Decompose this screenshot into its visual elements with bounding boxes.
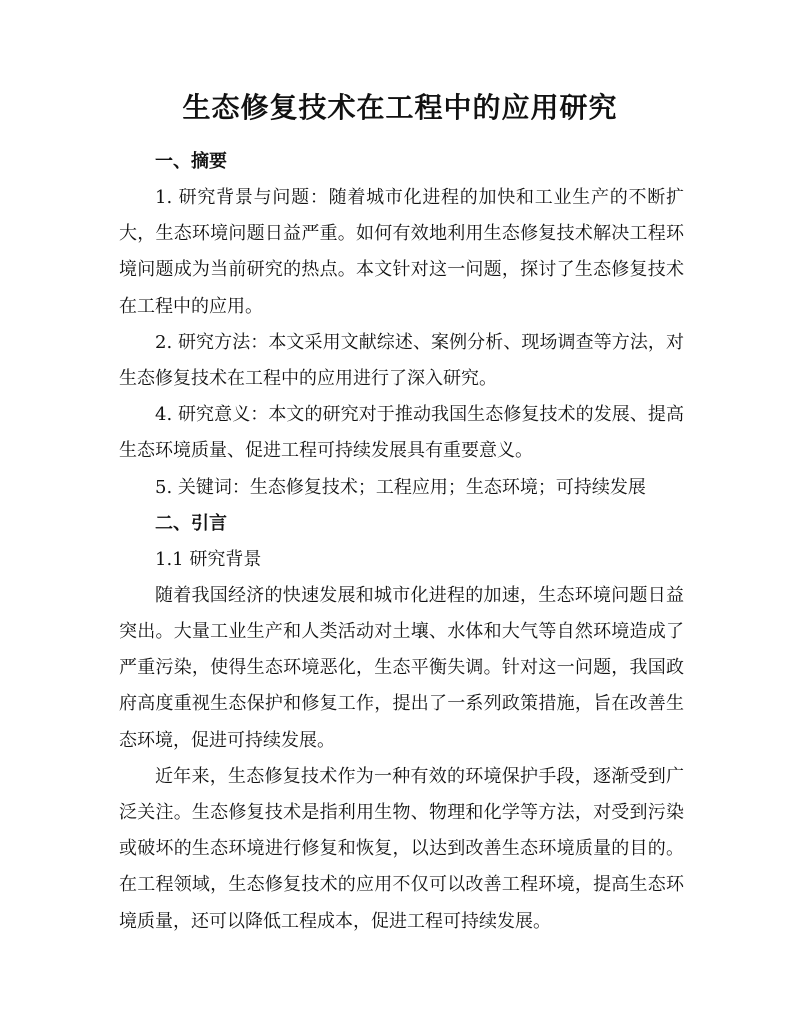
document-title: 生态修复技术在工程中的应用研究 bbox=[182, 91, 618, 124]
intro-paragraph: 近年来，生态修复技术作为一种有效的环境保护手段，逐渐受到广泛关注。生态修复技术是指利用生物、物理和化学等方法，对受到污染或破坏的生态环境进行修复和恢复，以达到改善生态环境质量的目的。在工程领域，生态修复技术的应用不仅可以改善工程环境，提高生态环境质量，还可以降低工程成本，促进工程可持续发展。 bbox=[119, 765, 684, 932]
document-body bbox=[119, 144, 684, 940]
abstract-keywords: 5. 关键词：生态修复技术；工程应用；生态环境；可持续发展 bbox=[155, 476, 646, 498]
abstract-item: 1. 研究背景与问题：随着城市化进程的加快和工业生产的不断扩大，生态环境问题日益严重。如何有效地利用生态修复技术解决工程环境问题成为当前研究的热点。本文针对这一问题，探讨了生态修复技术在工程中的应用。 bbox=[119, 187, 684, 317]
abstract-heading: 一、摘要 bbox=[155, 151, 227, 172]
abstract-item: 2. 研究方法：本文采用文献综述、案例分析、现场调查等方法，对生态修复技术在工程中的应用进行了深入研究。 bbox=[119, 331, 684, 390]
intro-heading: 二、引言 bbox=[155, 512, 227, 534]
intro-sub-heading: 1.1 研究背景 bbox=[155, 548, 262, 570]
intro-paragraph: 随着我国经济的快速发展和城市化进程的加速，生态环境问题日益突出。大量工业生产和人类活动对土壤、水体和大气等自然环境造成了严重污染，使得生态环境恶化，生态平衡失调。针对这一问题，我国政府高度重视生态保护和修复工作，提出了一系列政策措施，旨在改善生态环境，促进可持续发展。 bbox=[119, 584, 684, 751]
abstract-item: 4. 研究意义：本文的研究对于推动我国生态修复技术的发展、提高生态环境质量、促进工程可持续发展具有重要意义。 bbox=[119, 404, 684, 462]
